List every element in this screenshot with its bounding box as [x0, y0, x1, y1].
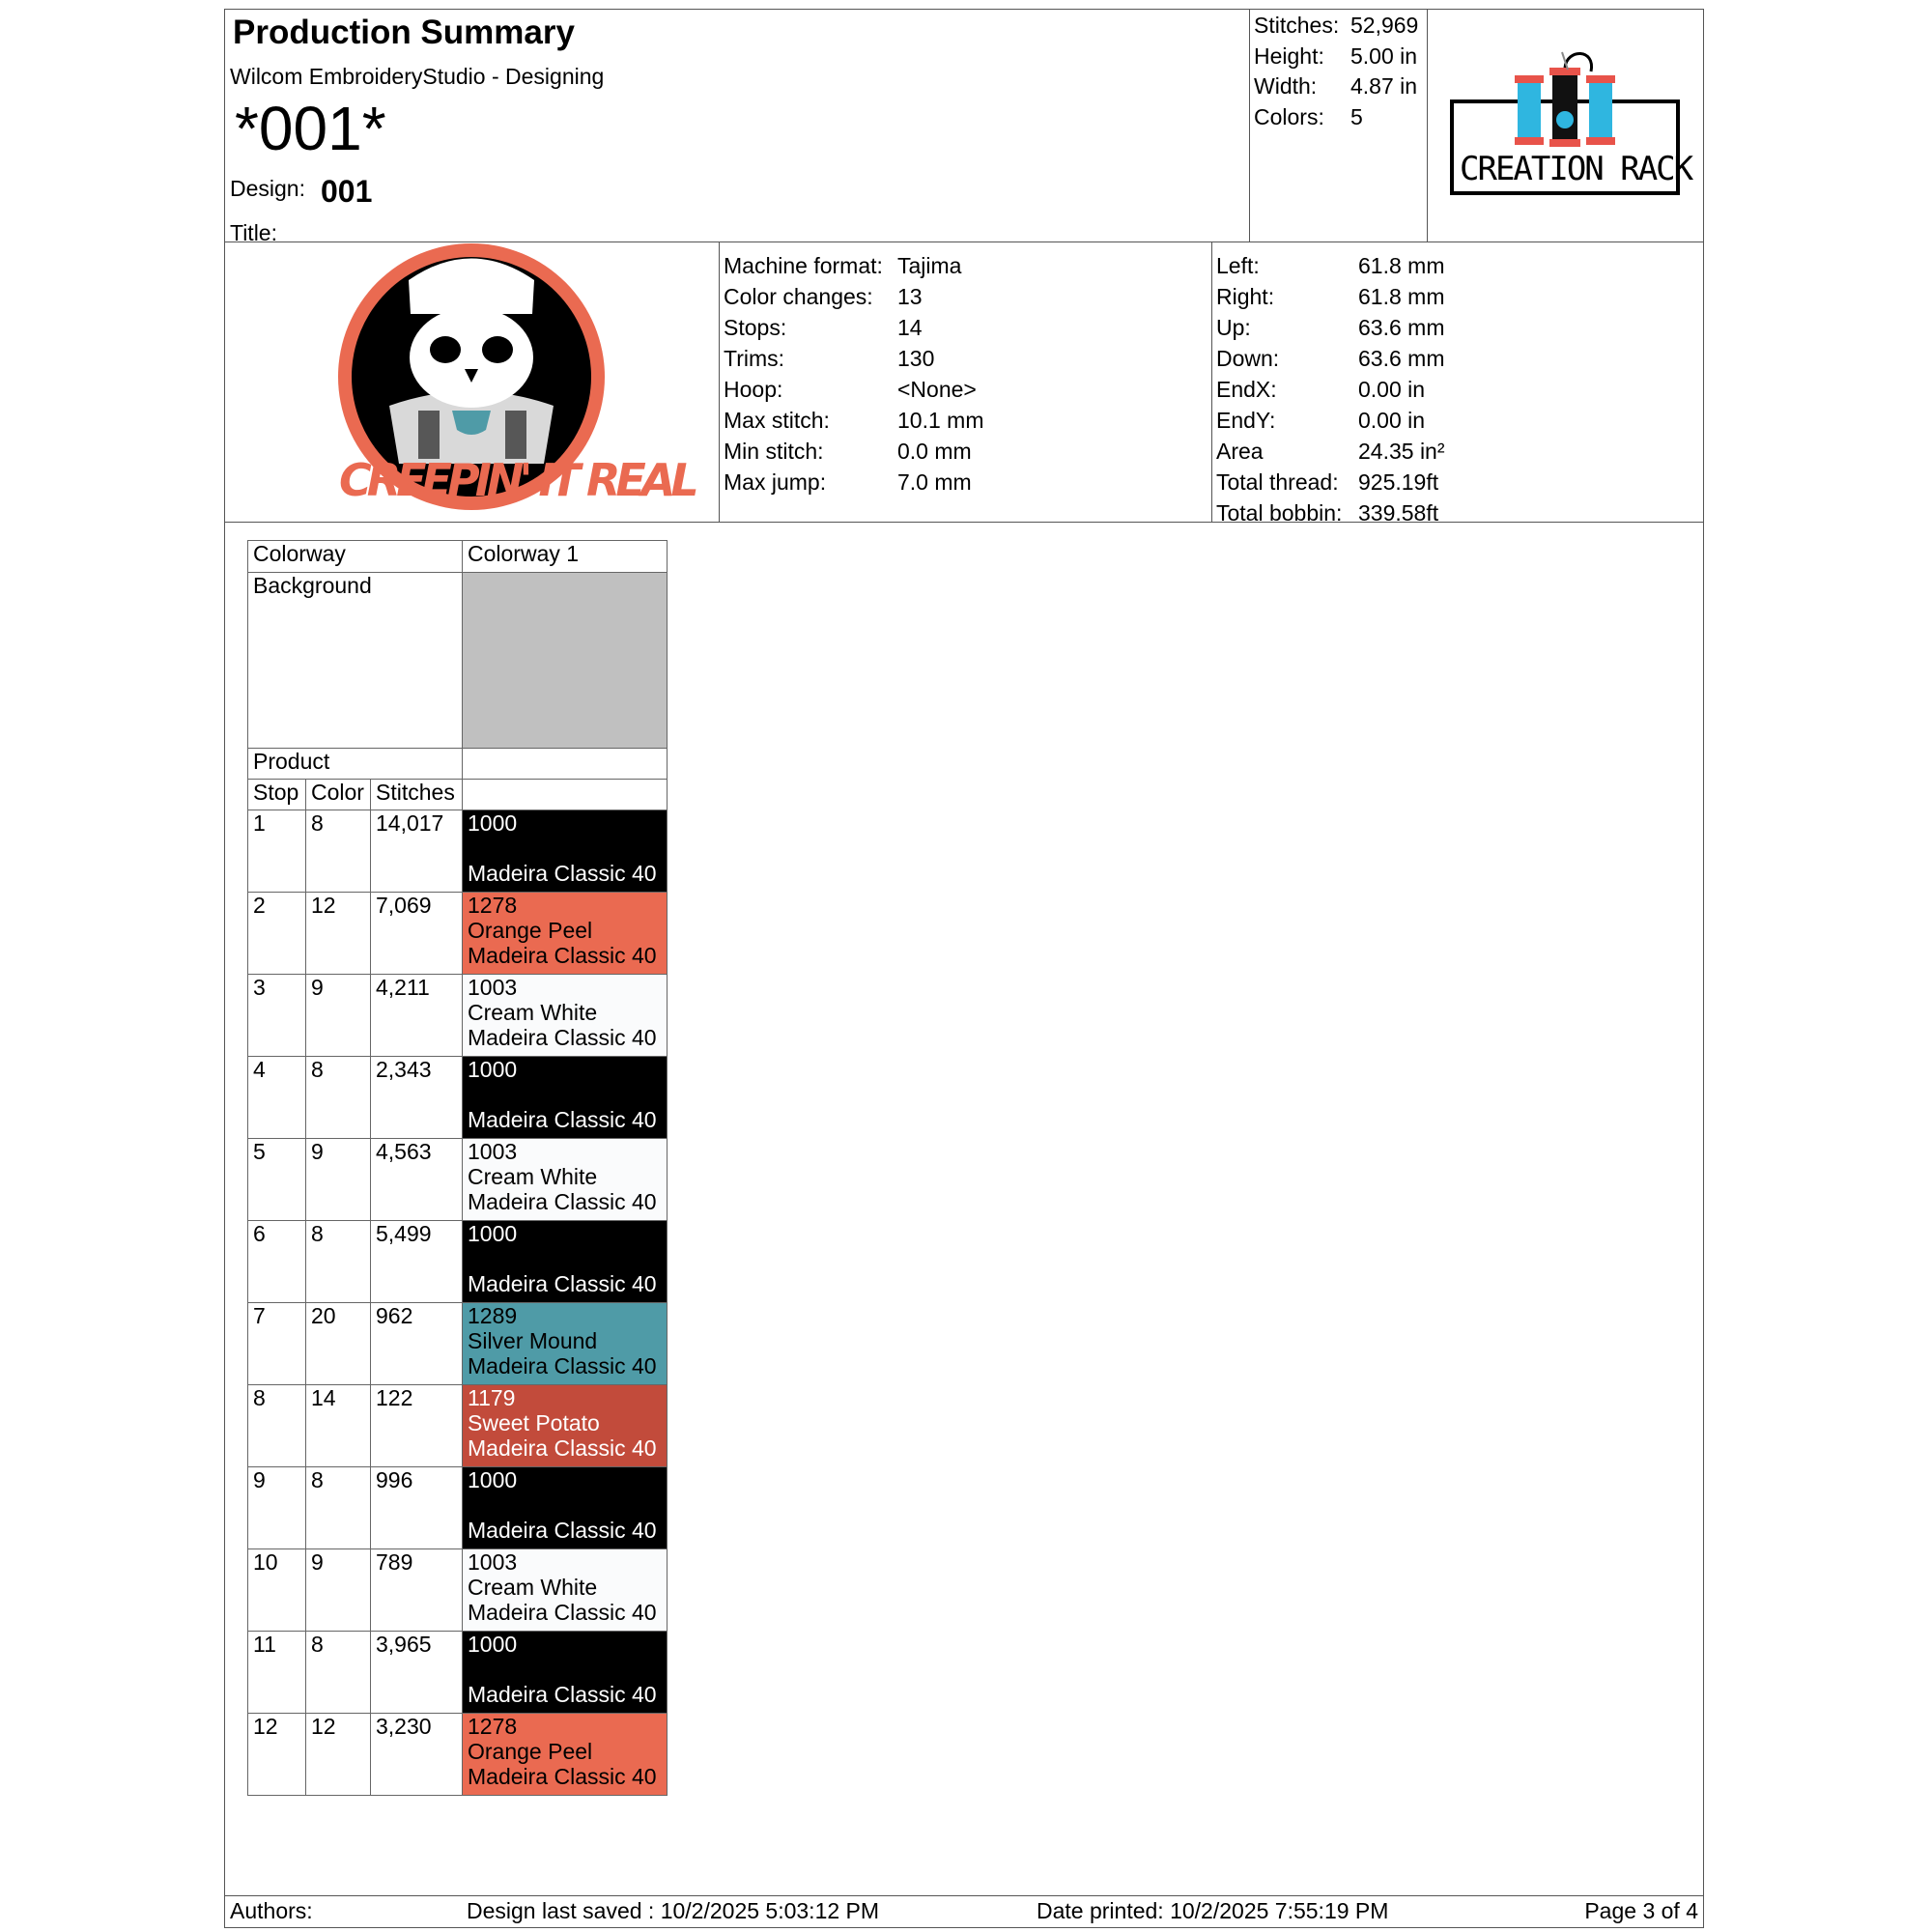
stats-panel [1249, 10, 1428, 242]
dimension-value: 63.6 mm [1358, 346, 1445, 371]
column-header-stitches: Stitches [371, 780, 463, 810]
title-label: Title: [230, 220, 277, 245]
thread-code: 1000 [468, 810, 518, 836]
stop-number: 8 [248, 1385, 306, 1467]
dimension-label: Total thread: [1216, 469, 1339, 495]
color-number: 8 [306, 810, 371, 893]
stat-value: 52,969 [1350, 13, 1419, 38]
column-header-stop: Stop [248, 780, 306, 810]
thread-code: 1003 [468, 1549, 518, 1575]
thread-thread: Madeira Classic 40 [468, 1353, 657, 1378]
stop-number: 12 [248, 1714, 306, 1796]
thread-thread: Madeira Classic 40 [468, 1518, 657, 1543]
thread-thread: Madeira Classic 40 [468, 1600, 657, 1625]
table-row [248, 1057, 668, 1139]
dimension-value: 925.19ft [1358, 469, 1439, 495]
background-label: Background [248, 573, 463, 749]
thread-name: Orange Peel [468, 918, 593, 943]
colorway-table [247, 540, 668, 1796]
machine-label: Color changes: [724, 284, 873, 309]
background-swatch [463, 573, 668, 749]
stat-label: Stitches: [1254, 13, 1340, 38]
product-label: Product [248, 749, 463, 780]
machine-value: Tajima [897, 253, 962, 278]
page-number: Page 3 of 4 [1584, 1898, 1698, 1923]
stat-label: Colors: [1254, 104, 1324, 129]
production-summary-page [224, 9, 1704, 1928]
thread-thread: Madeira Classic 40 [468, 1271, 657, 1296]
thread-code: 1278 [468, 893, 518, 918]
table-row [248, 893, 668, 975]
thread-name [468, 1082, 667, 1107]
color-number: 9 [306, 975, 371, 1057]
thread-swatch [463, 1467, 668, 1549]
footer [225, 1895, 1703, 1927]
thread-name: Cream White [468, 1575, 598, 1600]
stitch-count: 4,211 [371, 975, 463, 1057]
machine-value: 130 [897, 346, 935, 371]
machine-label: Max jump: [724, 469, 827, 495]
page-title: Production Summary [233, 14, 575, 51]
stop-number: 9 [248, 1467, 306, 1549]
table-row [248, 1139, 668, 1221]
dimension-value: 0.00 in [1358, 377, 1426, 402]
thread-swatch [463, 1221, 668, 1303]
stitch-count: 996 [371, 1467, 463, 1549]
stop-number: 6 [248, 1221, 306, 1303]
stitch-count: 14,017 [371, 810, 463, 893]
machine-label: Max stitch: [724, 408, 830, 433]
stitch-count: 7,069 [371, 893, 463, 975]
dimension-label: Right: [1216, 284, 1275, 309]
color-number: 8 [306, 1057, 371, 1139]
stop-number: 3 [248, 975, 306, 1057]
thread-name [468, 1657, 667, 1682]
product-value [463, 749, 668, 780]
thread-name [468, 1246, 667, 1271]
dimension-label: Area [1216, 439, 1264, 464]
table-row [248, 1303, 668, 1385]
thread-swatch [463, 975, 668, 1057]
machine-value: 13 [897, 284, 923, 309]
stop-number: 11 [248, 1632, 306, 1714]
machine-value: 7.0 mm [897, 469, 972, 495]
machine-value: 10.1 mm [897, 408, 984, 433]
design-info [225, 242, 1703, 526]
thread-thread: Madeira Classic 40 [468, 1764, 657, 1789]
logo-panel [1427, 10, 1703, 242]
thread-name: Orange Peel [468, 1739, 593, 1764]
dimension-value: 63.6 mm [1358, 315, 1445, 340]
dimension-label: EndY: [1216, 408, 1276, 433]
file-name: *001* [235, 94, 386, 163]
header-info [225, 10, 1250, 245]
color-number: 9 [306, 1549, 371, 1632]
last-saved: Design last saved : 10/2/2025 5:03:12 PM [467, 1898, 880, 1923]
stitch-count: 4,563 [371, 1139, 463, 1221]
authors-label: Authors: [230, 1898, 313, 1923]
machine-label: Trims: [724, 346, 785, 371]
dimension-value: 0.00 in [1358, 408, 1426, 433]
thread-swatch [463, 1632, 668, 1714]
stop-number: 2 [248, 893, 306, 975]
stop-number: 5 [248, 1139, 306, 1221]
thread-swatch [463, 810, 668, 893]
table-row [248, 1714, 668, 1796]
machine-label: Machine format: [724, 253, 883, 278]
dimension-label: Left: [1216, 253, 1260, 278]
machine-value: <None> [897, 377, 977, 402]
thread-thread: Madeira Classic 40 [468, 1435, 657, 1461]
machine-label: Hoop: [724, 377, 783, 402]
stop-rows [248, 810, 668, 1796]
thread-thread: Madeira Classic 40 [468, 1025, 657, 1050]
thread-thread: Madeira Classic 40 [468, 861, 657, 886]
thread-swatch [463, 1139, 668, 1221]
dimension-value: 61.8 mm [1358, 253, 1445, 278]
thread-swatch [463, 893, 668, 975]
thread-code: 1278 [468, 1714, 518, 1739]
thread-name: Cream White [468, 1000, 598, 1025]
stop-number: 7 [248, 1303, 306, 1385]
colorway-name: Colorway 1 [463, 541, 668, 573]
thread-name: Cream White [468, 1164, 598, 1189]
thread-code: 1003 [468, 975, 518, 1000]
design-preview-text: CREEPIN' IT REAL [339, 454, 695, 506]
dimension-label: Up: [1216, 315, 1251, 340]
stat-value: 4.87 in [1350, 73, 1418, 99]
color-number: 14 [306, 1385, 371, 1467]
thread-code: 1003 [468, 1139, 518, 1164]
thread-thread: Madeira Classic 40 [468, 943, 657, 968]
thread-swatch [463, 1549, 668, 1632]
machine-value: 0.0 mm [897, 439, 972, 464]
thread-swatch [463, 1385, 668, 1467]
machine-label: Min stitch: [724, 439, 824, 464]
stitch-count: 5,499 [371, 1221, 463, 1303]
stitch-count: 2,343 [371, 1057, 463, 1139]
dimension-label: Total bobbin: [1216, 500, 1343, 526]
app-name: Wilcom EmbroideryStudio - Designing [230, 64, 605, 89]
table-row [248, 1632, 668, 1714]
table-row [248, 1385, 668, 1467]
thread-swatch [463, 1303, 668, 1385]
stitch-count: 962 [371, 1303, 463, 1385]
thread-code: 1000 [468, 1057, 518, 1082]
table-row [248, 1549, 668, 1632]
stat-value: 5 [1350, 104, 1363, 129]
machine-info [719, 242, 1212, 522]
color-number: 9 [306, 1139, 371, 1221]
dimension-label: Down: [1216, 346, 1280, 371]
thread-name [468, 1492, 667, 1518]
thread-code: 1289 [468, 1303, 518, 1328]
thread-code: 1000 [468, 1221, 518, 1246]
stitch-count: 122 [371, 1385, 463, 1467]
thread-code: 1179 [468, 1385, 516, 1410]
table-row [248, 1221, 668, 1303]
thread-thread: Madeira Classic 40 [468, 1107, 657, 1132]
creation-rack-logo [1427, 10, 1703, 242]
dimension-value: 339.58ft [1358, 500, 1439, 526]
color-number: 12 [306, 893, 371, 975]
design-label: Design: [230, 176, 305, 201]
color-number: 20 [306, 1303, 371, 1385]
dimensions-info [1211, 242, 1704, 526]
table-row [248, 1467, 668, 1549]
column-header-thread [463, 780, 668, 810]
color-number: 8 [306, 1467, 371, 1549]
column-header-color: Color [306, 780, 371, 810]
thread-thread: Madeira Classic 40 [468, 1682, 657, 1707]
header [225, 10, 1703, 245]
thread-name [468, 836, 667, 861]
thread-swatch [463, 1714, 668, 1796]
table-row [248, 975, 668, 1057]
thread-name: Silver Mound [468, 1328, 598, 1353]
thread-thread: Madeira Classic 40 [468, 1189, 657, 1214]
stitch-count: 3,230 [371, 1714, 463, 1796]
date-printed: Date printed: 10/2/2025 7:55:19 PM [1037, 1898, 1389, 1923]
stitch-count: 789 [371, 1549, 463, 1632]
table-row [248, 810, 668, 893]
dimension-value: 61.8 mm [1358, 284, 1445, 309]
stop-number: 10 [248, 1549, 306, 1632]
dimension-label: EndX: [1216, 377, 1277, 402]
stat-value: 5.00 in [1350, 43, 1418, 69]
dimension-value: 24.35 in² [1358, 439, 1445, 464]
machine-value: 14 [897, 315, 923, 340]
color-number: 8 [306, 1221, 371, 1303]
thread-swatch [463, 1057, 668, 1139]
design-value: 001 [321, 174, 373, 209]
thread-code: 1000 [468, 1632, 518, 1657]
stat-label: Width: [1254, 73, 1318, 99]
stop-number: 1 [248, 810, 306, 893]
logo-text: CREATION RACK [1460, 150, 1692, 188]
stop-number: 4 [248, 1057, 306, 1139]
machine-label: Stops: [724, 315, 787, 340]
colorway-label: Colorway [248, 541, 463, 573]
color-number: 12 [306, 1714, 371, 1796]
thread-code: 1000 [468, 1467, 518, 1492]
color-number: 8 [306, 1632, 371, 1714]
thread-name: Sweet Potato [468, 1410, 600, 1435]
design-preview [225, 242, 720, 522]
stat-label: Height: [1254, 43, 1324, 69]
stitch-count: 3,965 [371, 1632, 463, 1714]
